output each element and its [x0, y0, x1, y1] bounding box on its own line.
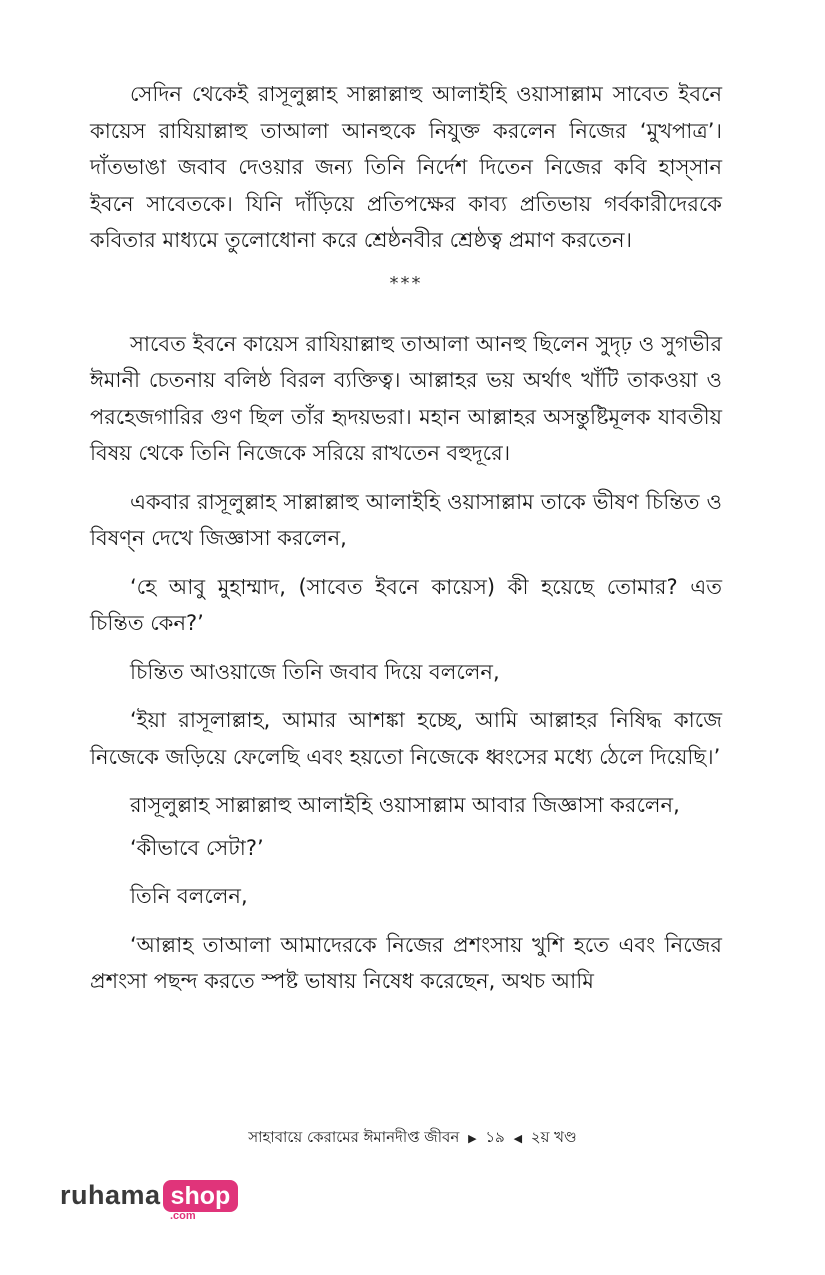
paragraph: রাসূলুল্লাহ সাল্লাল্লাহু আলাইহি ওয়াসাল্লাম আবার জিজ্ঞাসা করলেন, — [130, 793, 680, 817]
paragraph: একবার রাসূলুল্লাহ সাল্লাল্লাহু আলাইহি ওয়াসাল্লাম তাকে ভীষণ চিন্তিত ও বিষণ্ন দেখে জিজ্ঞাসা করলেন, — [90, 489, 722, 550]
volume-label: ২য় খণ্ড — [530, 1128, 577, 1146]
page-body — [90, 76, 722, 1012]
paragraph: সাবেত ইবনে কায়েস রাযিয়াল্লাহু তাআলা আনহু ছিলেন সুদৃঢ় ও সুগভীর ঈমানী চেতনায় বলিষ্ঠ বিরল ব্যক্তিত্ব। আল্লাহর ভয় অর্থাৎ খাঁটি তাকওয়া ও পরহেজগারির গুণ ছিল তাঁর হৃদয়ভরা। মহান আল্লাহর অসন্তুষ্টিমূলক যাবতীয় বিষয় থেকে তিনি নিজেকে সরিয়ে রাখতেন বহুদূরে। — [90, 331, 722, 465]
paragraph: ‘কীভাবে সেটা?’ — [130, 835, 264, 860]
paragraph: ‘হে আবু মুহাম্মাদ, (সাবেত ইবনে কায়েস) কী হয়েছে তোমার? এত চিন্তিত কেন?’ — [90, 574, 722, 635]
page-footer — [0, 1126, 825, 1151]
logo-word: ruhama — [60, 1180, 161, 1210]
paragraph: ‘ইয়া রাসূলাল্লাহ, আমার আশঙ্কা হচ্ছে, আমি আল্লাহর নিষিদ্ধ কাজে নিজেকে জড়িয়ে ফেলেছি এবং হয়তো নিজেকে ধ্বংসের মধ্যে ঠেলে দিয়েছি।’ — [90, 708, 722, 769]
ruhamashop-logo — [60, 1178, 238, 1222]
section-divider: *** — [389, 272, 423, 294]
paragraph: সেদিন থেকেই রাসূলুল্লাহ সাল্লাল্লাহু আলাইহি ওয়াসাল্লাম সাবেত ইবনে কায়েস রাযিয়াল্লাহু তাআলা আনহুকে নিযুক্ত করলেন নিজের ‘মুখপাত্র’। দাঁতভাঙা জবাব দেওয়ার জন্য তিনি নির্দেশ দিতেন নিজের কবি হাস্‌সান ইবনে সাবেতকে। যিনি দাঁড়িয়ে প্রতিপক্ষের কাব্য প্রতিভায় গর্বকারীদেরকে কবিতার মাধ্যমে তুলোধোনা করে শ্রেষ্ঠনবীর শ্রেষ্ঠত্ব প্রমাণ করতেন। — [90, 82, 722, 252]
paragraph: তিনি বললেন, — [130, 884, 248, 908]
paragraph: ‘আল্লাহ তাআলা আমাদেরকে নিজের প্রশংসায় খুশি হতে এবং নিজের প্রশংসা পছন্দ করতে স্পষ্ট ভাষায় নিষেধ করেছেন, অথচ আমি — [90, 932, 722, 993]
page-number: ১৯ — [485, 1128, 505, 1146]
arrow-left-icon: ◀ — [513, 1132, 523, 1145]
arrow-right-icon: ▶ — [468, 1132, 477, 1145]
logo-tld: .com — [170, 1210, 196, 1222]
logo-shop-badge: shop — [163, 1180, 239, 1212]
paragraph: চিন্তিত আওয়াজে তিনি জবাব দিয়ে বললেন, — [130, 659, 500, 684]
footer-book-title: সাহাবায়ে কেরামের ঈমানদীপ্ত জীবন — [248, 1128, 460, 1146]
